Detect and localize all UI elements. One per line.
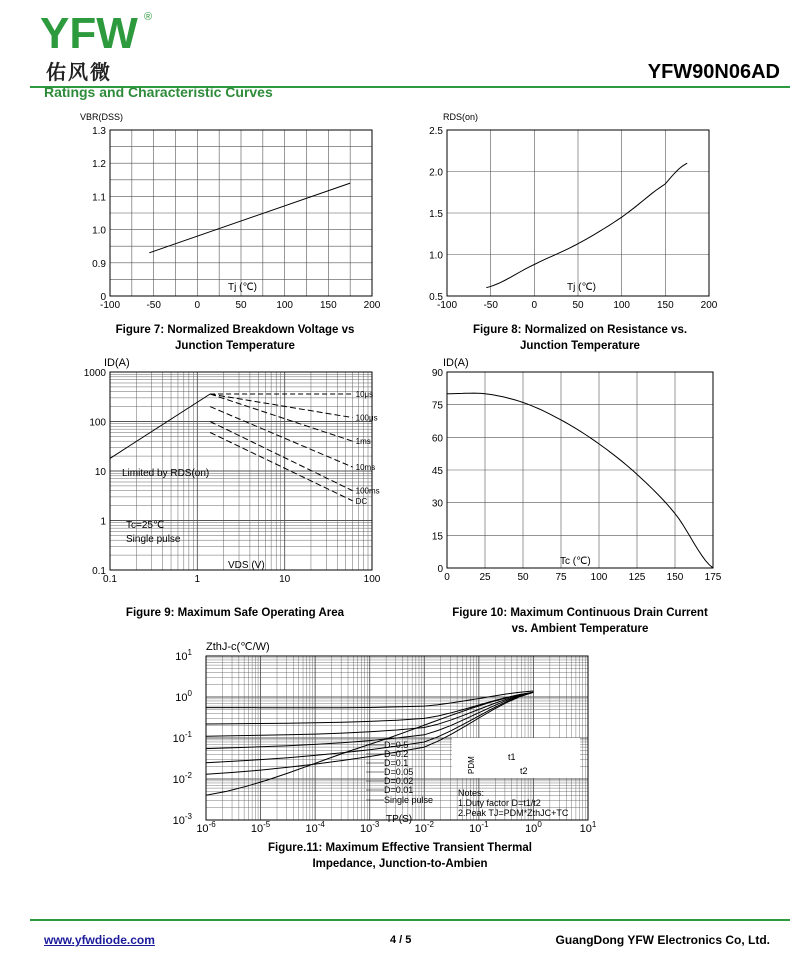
figure-11-xtick-label: $10^{-4}$: [305, 820, 325, 835]
figure-10-ytick-label: 45: [431, 466, 443, 477]
figure-9-line-label: 100ms: [355, 486, 380, 496]
figure-8-xtick-label: 150: [656, 300, 674, 311]
figure-8-xtick-label: -50: [483, 300, 498, 311]
figure-11-notes: [452, 738, 580, 818]
figure-8-ytick-label: 1.0: [429, 250, 443, 262]
figure-9-xtick-label: 100: [363, 574, 381, 585]
figure-8-chart: [405, 108, 735, 318]
figure-8-ytick-label: 1.5: [429, 209, 443, 220]
figure-11-d-label: D=0.5: [384, 740, 409, 750]
figure-9-chart: [70, 350, 400, 590]
figure-9-line-label: 100μs: [355, 413, 378, 423]
figure-11-chart: [170, 636, 610, 841]
figure-11-notes-title: Notes:: [458, 788, 485, 798]
figure-11-xtick-label: $10^1$: [579, 820, 597, 835]
figure-10-ylabel: ID(A): [443, 357, 469, 369]
figure-9-line-label: 10ms: [355, 463, 376, 473]
figure-11-d-label: D=0.2: [384, 749, 409, 759]
figure-10-curve: [447, 393, 713, 568]
figure-10-ytick-label: 30: [431, 498, 443, 510]
section-title: Ratings and Characteristic Curves: [44, 84, 273, 100]
figure-8-xtick-label: 200: [700, 300, 718, 311]
figure-7-caption-line2: Junction Temperature: [175, 340, 295, 352]
figure-9-xtick-label: 10: [279, 574, 291, 585]
figure-10-chart: [405, 350, 735, 590]
figure-10-ytick-label: 60: [431, 433, 443, 445]
figure-11-note1: 1.Duty factor D=t1/t2: [458, 798, 541, 808]
figure-9-ylabel: ID(A): [104, 357, 130, 369]
figure-8-ytick-label: 2.0: [429, 167, 443, 179]
figure-7-xtick-label: 200: [363, 300, 381, 311]
figure-11-xtick-label: $10^{-5}$: [250, 820, 271, 835]
figure-9-line-label: DC: [355, 496, 368, 506]
figure-7-xlabel: Tj (℃): [228, 282, 257, 293]
page-number: 4 / 5: [390, 934, 412, 946]
figure-7-chart: [70, 108, 400, 318]
company-logo: [40, 8, 160, 60]
figure-11-ytick-label: $10^{-1}$: [172, 730, 192, 745]
figure-11-d-label: D=0.02: [384, 776, 414, 786]
figure-9-ytick-label: 10: [94, 467, 106, 478]
figure-7-ytick-label: 0.9: [92, 258, 106, 270]
figure-11-ytick-label: $10^{-2}$: [172, 771, 192, 786]
registered-mark: ®: [144, 11, 153, 23]
figure-10-xtick-label: 125: [628, 572, 646, 583]
figure-11-caption: [230, 840, 570, 872]
figure-11-xtick-label: $10^{-3}$: [360, 820, 380, 835]
figure-8-ytick-label: 0.5: [429, 292, 443, 303]
figure-7-xtick-label: 150: [319, 300, 337, 311]
figure-7-xtick-label: -100: [99, 300, 121, 311]
figure-9-ytick-label: 100: [89, 417, 106, 429]
figure-10-xtick-label: 25: [479, 572, 491, 583]
figure-9-caption-line1: Figure 9: Maximum Safe Operating Area: [125, 607, 345, 619]
figure-10-plot: [432, 368, 722, 583]
figure-11-inset-t2: t2: [520, 766, 528, 776]
figure-11-ytick-label: $10^1$: [175, 648, 192, 663]
figure-8-xtick-label: -100: [436, 300, 458, 311]
figure-8-ylabel: RDS(on): [443, 112, 479, 122]
figure-8-xtick-label: 0: [531, 300, 538, 311]
figure-8-xtick-label: 100: [613, 300, 631, 311]
figure-11-ytick-label: $10^{-3}$: [172, 812, 192, 827]
figure-11-inset-t1: t1: [508, 752, 516, 762]
figure-9-line-2: [210, 394, 353, 441]
figure-11-d-label: Single pulse: [384, 795, 434, 805]
logo-text: YFW: [40, 9, 138, 58]
company-name: GuangDong YFW Electronics Co, Ltd.: [555, 933, 770, 947]
figure-8-ytick-label: 2.5: [429, 126, 443, 137]
website-link[interactable]: www.yfwdiode.com: [44, 933, 155, 947]
figure-7-xtick-label: 50: [235, 300, 247, 311]
figure-9-limit-note: Limited by RDS(on): [122, 468, 210, 479]
figure-10-xtick-label: 50: [517, 572, 529, 583]
figure-7-xtick-label: 100: [276, 300, 294, 311]
figure-9-xtick-label: 1: [194, 574, 201, 585]
figure-9-xtick-label: 0.1: [103, 574, 117, 585]
figure-10-caption-line2: vs. Ambient Temperature: [511, 623, 649, 635]
figure-9-ytick-label: 1: [100, 516, 106, 528]
figure-11-xtick-label: $10^{-2}$: [414, 820, 434, 835]
figure-10-ytick-label: 90: [431, 368, 443, 379]
figure-11-caption-line1: Figure.11: Maximum Effective Transient Thermal: [268, 842, 532, 854]
figure-9-caption: [70, 605, 400, 621]
figure-7-xtick-label: -50: [146, 300, 161, 311]
footer-divider: [30, 919, 790, 921]
figure-11-inset-pdm: PDM: [467, 756, 476, 774]
figure-10-caption-line1: Figure 10: Maximum Continuous Drain Current: [452, 607, 708, 619]
figure-11-xtick-label: $10^0$: [525, 820, 542, 835]
figure-10-caption: [420, 605, 740, 637]
figure-7-xtick-label: 0: [194, 300, 201, 311]
figure-9-ytick-label: 1000: [83, 368, 106, 379]
figure-10-xtick-label: 150: [666, 572, 684, 583]
figure-7-ytick-label: 1.1: [92, 192, 106, 204]
figure-7-curve: [149, 183, 350, 253]
figure-11-note2: 2.Peak TJ=PDM*ZthJC+TC: [458, 808, 569, 818]
figure-11-xtick-label: $10^{-6}$: [196, 820, 216, 835]
figure-9-line-label: 10μs: [355, 389, 374, 399]
figure-11-d-label: D=0.01: [384, 785, 414, 795]
figure-10-xtick-label: 175: [704, 572, 722, 583]
figure-10-ytick-label: 15: [431, 531, 443, 543]
figure-10-xtick-label: 100: [590, 572, 608, 583]
figure-8-curve: [486, 163, 687, 288]
figure-9-tc-note: Tc=25℃: [126, 520, 165, 531]
figure-11-caption-line2: Impedance, Junction-to-Ambien: [312, 858, 488, 870]
figure-7-ytick-label: 1.2: [92, 159, 106, 171]
logo-chinese-name: 佑风微: [46, 60, 112, 84]
figure-8-caption-line2: Junction Temperature: [520, 340, 640, 352]
figure-9-ytick-label: 0.1: [92, 566, 106, 577]
figure-11-ytick-label: $10^0$: [175, 689, 192, 704]
figure-11-ylabel: ZthJ-c(℃/W): [206, 641, 270, 653]
figure-11-plot: [173, 648, 597, 835]
figure-9-pulse-note: Single pulse: [126, 534, 181, 545]
figure-11-xlabel: TP(S): [386, 814, 413, 825]
figure-11-d-label: D=0.1: [384, 758, 409, 768]
figure-9-line-3: [210, 407, 353, 468]
figure-10-ytick-label: 75: [431, 400, 443, 412]
figure-10-xtick-label: 75: [555, 572, 567, 583]
figure-10-xtick-label: 0: [444, 572, 450, 583]
figure-8-xtick-label: 50: [572, 300, 584, 311]
part-number: YFW90N06AD: [647, 61, 780, 83]
figure-9-line-label: 1ms: [355, 437, 371, 447]
figure-10-xlabel: Tc (℃): [560, 556, 591, 567]
figure-7-ytick-label: 1.3: [92, 126, 106, 137]
figure-8-caption-line1: Figure 8: Normalized on Resistance vs.: [472, 324, 688, 336]
figure-11-d-label: D=0.05: [384, 767, 414, 777]
figure-9-line-1: [210, 394, 353, 418]
figure-8-xlabel: Tj (℃): [567, 282, 596, 293]
figure-10-ytick-label: 0: [437, 564, 443, 575]
figure-7-ylabel: VBR(DSS): [80, 112, 124, 122]
figure-7-ytick-label: 0: [100, 292, 106, 303]
figure-7-caption-line1: Figure 7: Normalized Breakdown Voltage vs: [115, 324, 355, 336]
figure-7-ytick-label: 1.0: [92, 225, 106, 237]
figure-9-xlabel: VDS (V): [228, 560, 265, 571]
figure-11-xtick-label: $10^{-1}$: [469, 820, 489, 835]
